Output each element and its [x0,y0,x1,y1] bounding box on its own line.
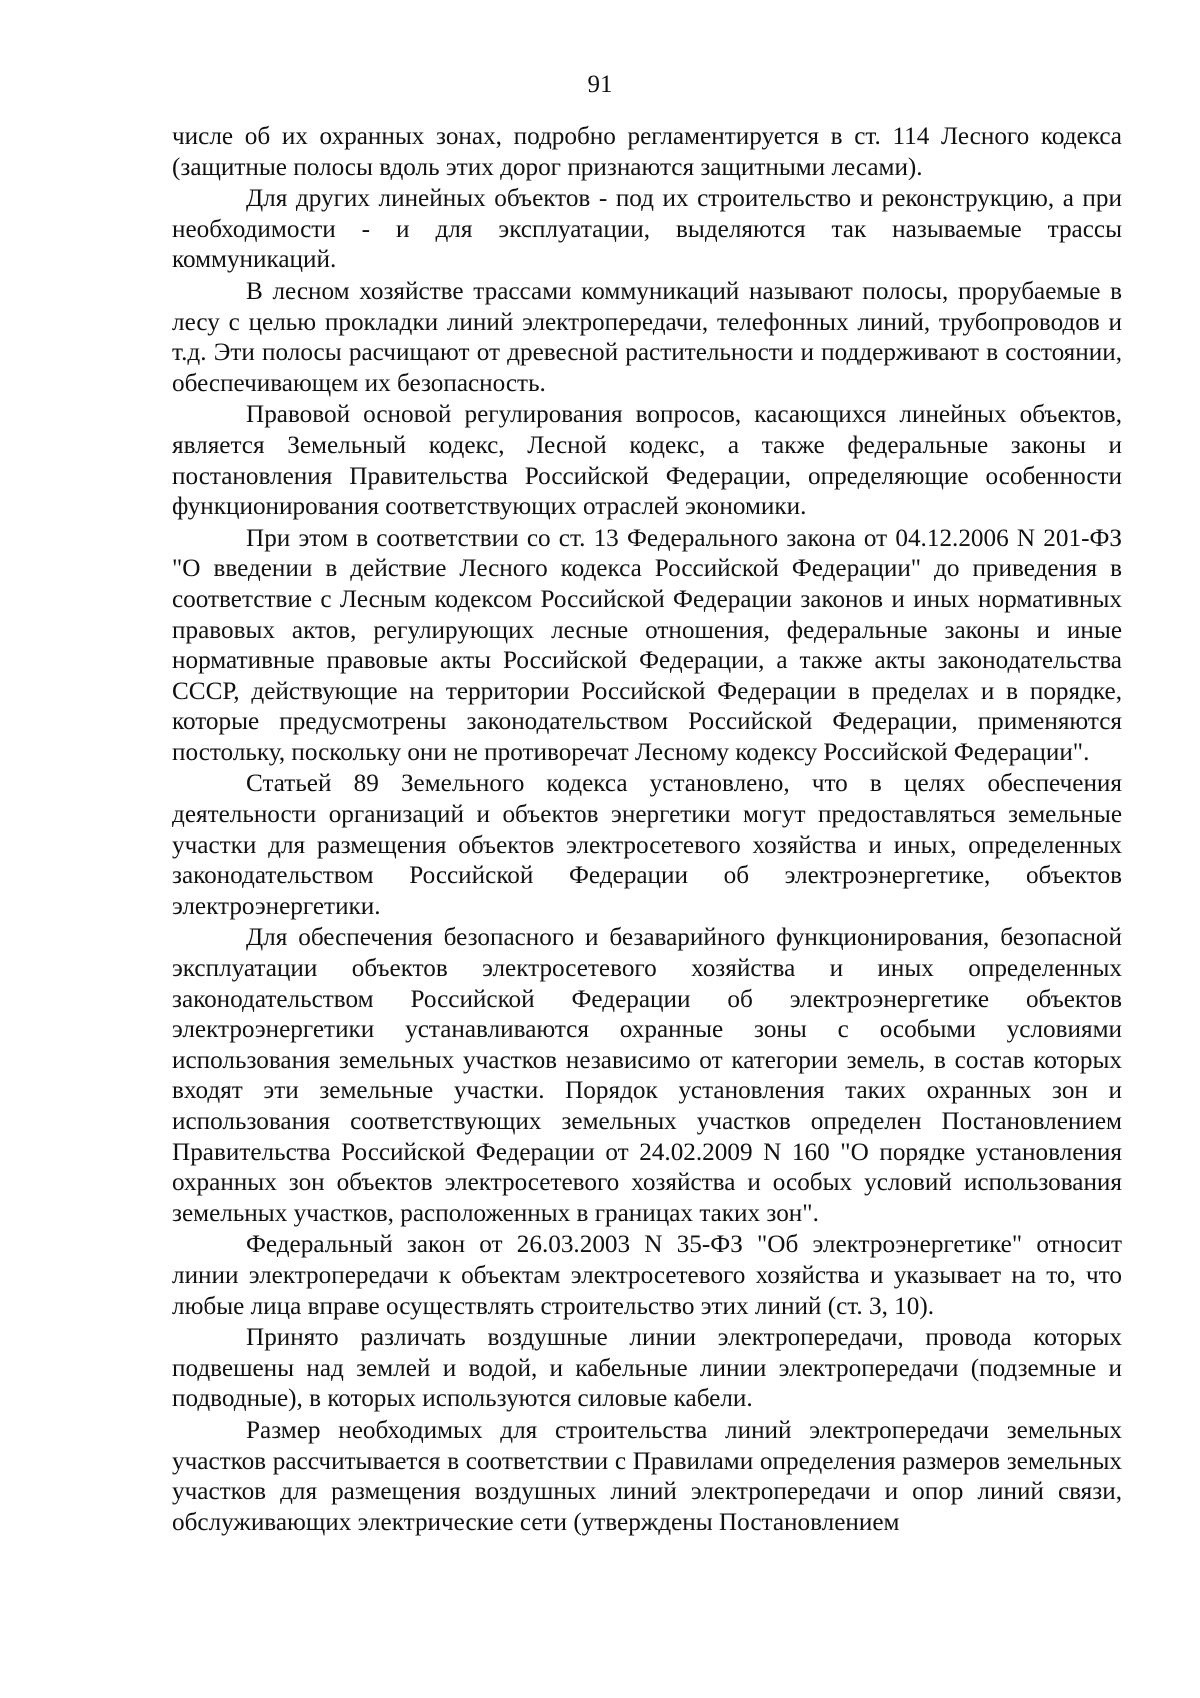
paragraph-4: Правовой основой регулирования вопросов, касающихся линейных объектов, является Земельный кодекс, Лесной кодекс, а также федеральные законы и постановления Правительства Российской Федерации, определяющие особенности функционирования соответствующих отраслей экономики. [172,401,1122,521]
document-body [172,122,1122,1539]
paragraph-3: В лесном хозяйстве трассами коммуникаций называют полосы, прорубаемые в лесу с целью прокладки линий электропередачи, телефонных линий, трубопроводов и т.д. Эти полосы расчищают от древесной растительности и поддерживают в состоянии, обеспечивающем их безопасность. [172,277,1122,397]
paragraph-8: Федеральный закон от 26.03.2003 N 35-ФЗ "Об электроэнергетике" относит линии электропередачи к объектам электросетевого хозяйства и указывает на то, что любые лица вправе осуществлять строительство этих линий (ст. 3, 10). [172,1231,1122,1320]
paragraph-10: Размер необходимых для строительства линий электропередачи земельных участков рассчитывается в соответствии с Правилами определения размеров земельных участков для размещения воздушных линий электропередачи и опор линий связи, обслуживающих электрические сети (утверждены Постановлением [172,1416,1122,1536]
page-number: 91 [587,71,613,98]
paragraph-2: Для других линейных объектов - под их строительство и реконструкцию, а при необходимости - и для эксплуатации, выделяются так называемые трассы коммуникаций. [172,185,1122,274]
paragraph-9: Принято различать воздушные линии электропередачи, провода которых подвешены над землей и водой, и кабельные линии электропередачи (подземные и подводные), в которых используются силовые кабели. [172,1324,1122,1413]
paragraph-5: При этом в соответствии со ст. 13 Федерального закона от 04.12.2006 N 201-ФЗ "О введении в действие Лесного кодекса Российской Федерации" до приведения в соответствие с Лесным кодексом Российской Федерации законов и иных нормативных правовых актов, регулирующих лесные отношения, федеральные законы и иные нормативные правовые акты Российской Федерации, а также акты законодательства СССР, действующие на территории Российской Федерации в пределах и в порядке, которые предусмотрены законодательством Российской Федерации, применяются постольку, поскольку они не противоречат Лесному кодексу Российской Федерации". [172,524,1122,766]
paragraph-6: Статьей 89 Земельного кодекса установлено, что в целях обеспечения деятельности организаций и объектов энергетики могут предоставляться земельные участки для размещения объектов электросетевого хозяйства и иных, определенных законодательством Российской Федерации об электроэнергетике, объектов электроэнергетики. [172,770,1122,920]
paragraph-1: числе об их охранных зонах, подробно регламентируется в ст. 114 Лесного кодекса (защитные полосы вдоль этих дорог признаются защитными лесами). [172,123,1122,181]
paragraph-7: Для обеспечения безопасного и безаварийного функционирования, безопасной эксплуатации объектов электросетевого хозяйства и иных определенных законодательством Российской Федерации об электроэнергетике объектов электроэнергетики устанавливаются охранные зоны с особыми условиями использования земельных участков независимо от категории земель, в состав которых входят эти земельные участки. Порядок установления таких охранных зон и использования соответствующих земельных участков определен Постановлением Правительства Российской Федерации от 24.02.2009 N 160 "О порядке установления охранных зон объектов электросетевого хозяйства и особых условий использования земельных участков, расположенных в границах таких зон". [172,924,1122,1227]
